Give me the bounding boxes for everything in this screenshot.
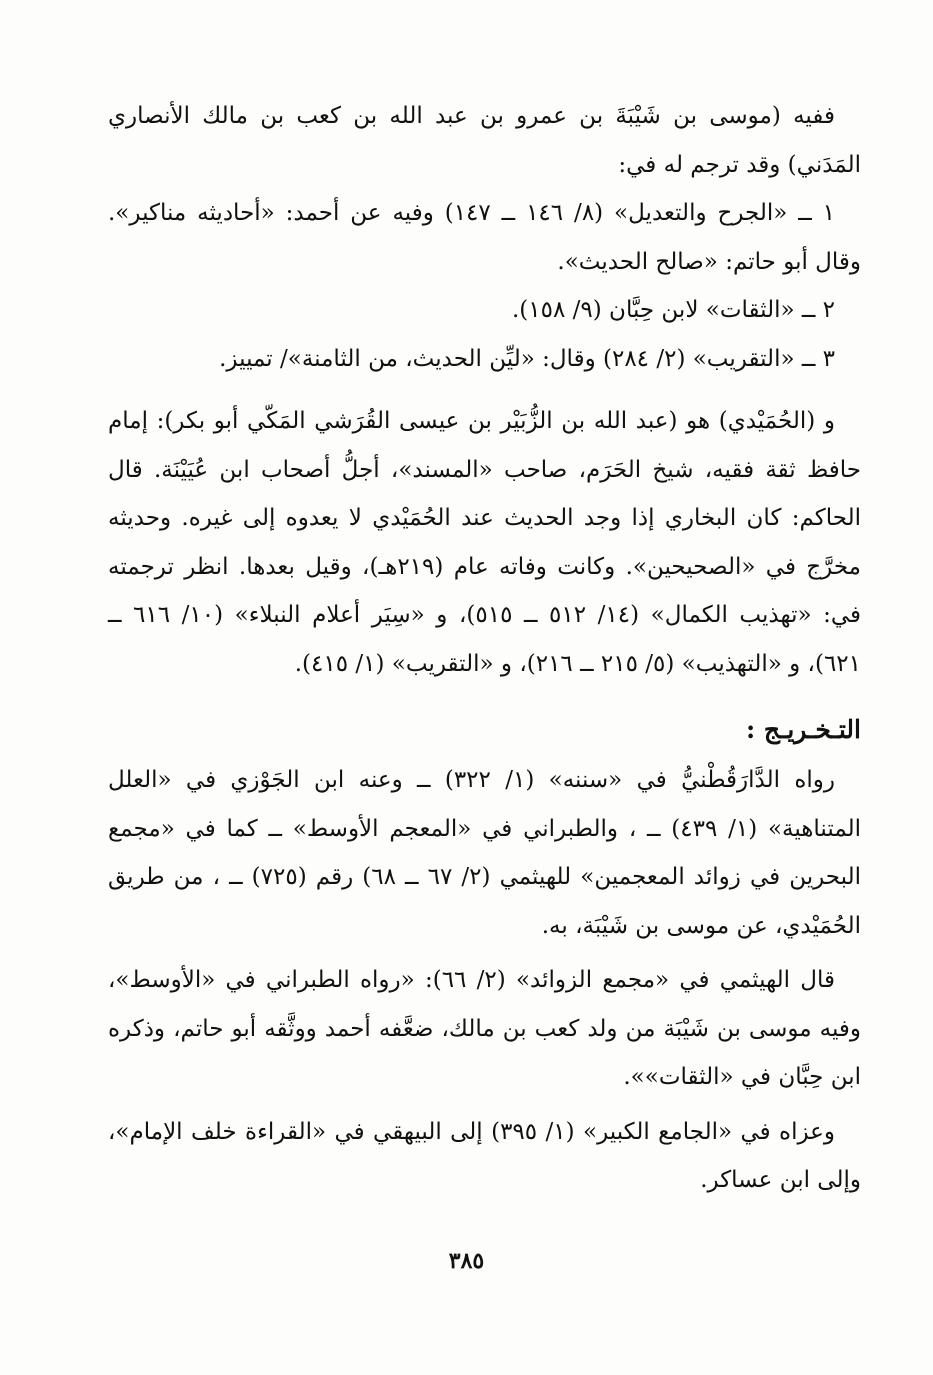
reference-item-1: ١ ــ «الجرح والتعديل» (٨/ ١٤٦ ــ ١٤٧) وفيه عن أحمد: «أحاديثه مناكير». وقال أبو حاتم: «صالح الحديث». bbox=[108, 200, 861, 275]
reference-item-2: ٢ ــ «الثقات» لابن حِبَّان (٩/ ١٥٨). bbox=[511, 297, 835, 323]
references-list bbox=[108, 189, 861, 383]
narrator-paragraph: ففيه (موسى بن شَيْبَةَ بن عمرو بن عبد الله بن كعب بن مالك الأنصاري المَدَني) وقد ترجم له في: bbox=[108, 103, 861, 178]
humaydi-bio-paragraph: و (الحُمَيْدي) هو (عبد الله بن الزُّبَيْر بن عيسى القُرَشي المَكّي أبو بكر): إمام حافظ ثقة فقيه، شيخ الحَرَم، صاحب «المسند»، أجلُّ أصحاب ابن عُيَيْنَة. قال الحاكم: كان البخاري إذا وجد الحديث عند الحُمَيْدي لا يعدوه إلى غيره. وحديثه مخرَّج في «الصحيحين». وكانت وفاته عام (٢١٩هـ)، وقيل بعدها. انظر ترجمته في: «تهذيب الكمال» (١٤/ ٥١٢ ــ ٥١٥)، و «سِيَر أعلام النبلاء» (١٠/ ٦١٦ ــ ٦٢١)، و «التهذيب» (٥/ ٢١٥ ــ ٢١٦)، و «التقريب» (١/ ٤١٥). bbox=[108, 408, 862, 677]
reference-item-3: ٣ ــ «التقريب» (٢/ ٢٨٤) وقال: «ليِّن الحديث، من الثامنة»/ تمييز. bbox=[219, 345, 835, 372]
page-number: ٣٨٥ bbox=[448, 1248, 485, 1274]
page-body bbox=[108, 92, 861, 1205]
takhrij-heading: التـخـريـج : bbox=[745, 715, 861, 744]
haythami-paragraph: قال الهيثمي في «مجمع الزوائد» (٢/ ٦٦): «رواه الطبراني في «الأوسط»، وفيه موسى بن شَيْبَة من ولد كعب بن مالك، ضعَّفه أحمد ووثَّقه أبو حاتم، وذكره ابن حِبَّان في «الثقات»». bbox=[108, 967, 861, 1090]
attribution-paragraph: وعزاه في «الجامع الكبير» (١/ ٣٩٥) إلى البيهقي في «القراءة خلف الإمام»، وإلى ابن عساكر. bbox=[108, 1118, 861, 1193]
takhrij-paragraph: رواه الدَّارَقُطْنيُّ في «سننه» (١/ ٣٢٢) ــ وعنه ابن الجَوْزي في «العلل المتناهية» (١/ ٤٣٩) ــ ، والطبراني في «المعجم الأوسط» ــ كما في «مجمع البحرين في زوائد المعجمين» للهيثمي (٢/ ٦٧ ــ ٦٨) رقم (٧٢٥) ــ ، من طريق الحُمَيْدي، عن موسى بن شَيْبَة، به. bbox=[108, 767, 862, 939]
